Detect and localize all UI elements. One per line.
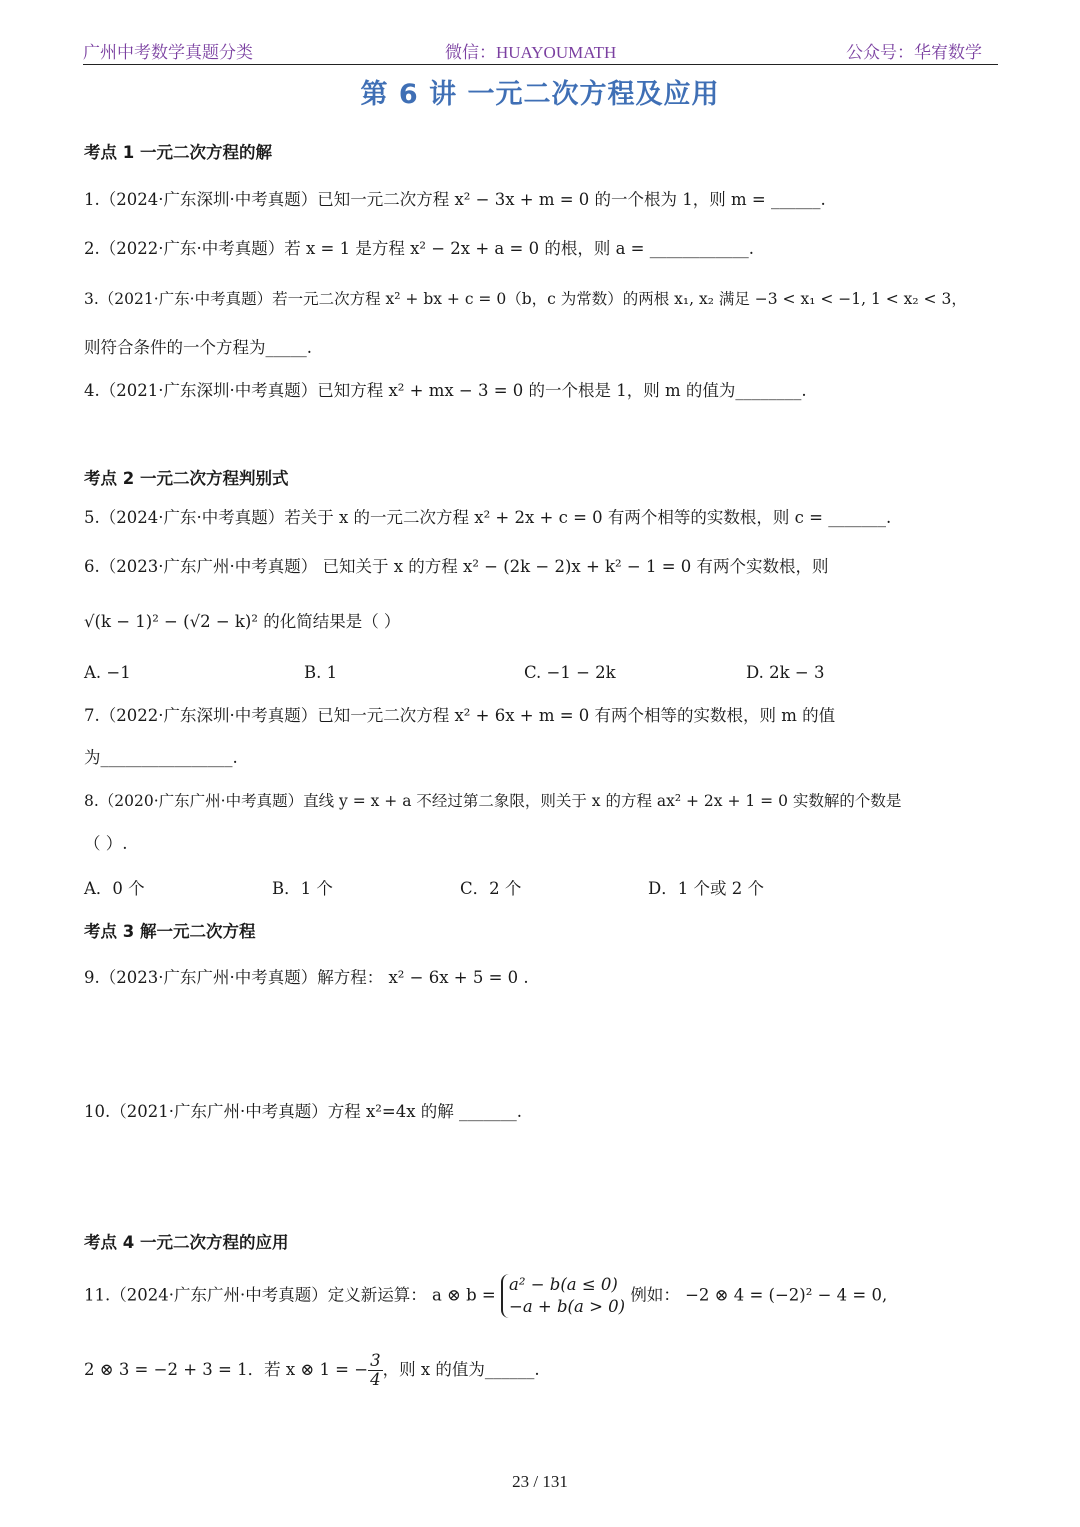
question-3-line2: 则符合条件的一个方程为_____.	[84, 338, 312, 357]
fraction-denominator: 4	[370, 1370, 381, 1389]
section-heading-3: 考点 3 解一元二次方程	[84, 922, 256, 941]
question-4: 4.（2021·广东深圳·中考真题）已知方程 x² + mx − 3 = 0 的一个根是 1，则 m 的值为________.	[84, 381, 807, 400]
question-8-option-c: C．2 个	[460, 879, 522, 898]
header-divider	[83, 64, 998, 65]
question-3-line1: 3.（2021·广东·中考真题）若一元二次方程 x² + bx + c = 0（b，c 为常数）的两根 x₁, x₂ 满足 −3 < x₁ < −1, 1 < x₂ < 3，	[84, 290, 967, 308]
question-9: 9.（2023·广东广州·中考真题）解方程： x² − 6x + 5 = 0 .	[84, 968, 529, 987]
question-7-line1: 7.（2022·广东深圳·中考真题）已知一元二次方程 x² + 6x + m = 0 有两个相等的实数根，则 m 的值	[84, 706, 836, 725]
question-11-line2-suffix: ，则 x 的值为______.	[382, 1360, 540, 1379]
piecewise-definition	[501, 1274, 625, 1318]
question-8-option-d: D．1 个或 2 个	[648, 879, 764, 898]
question-8-option-a: A．0 个	[84, 879, 145, 898]
header-center: 微信：HUAYOUMATH	[445, 43, 617, 62]
question-5: 5.（2024·广东·中考真题）若关于 x 的一元二次方程 x² + 2x + c = 0 有两个相等的实数根，则 c = _______.	[84, 508, 892, 527]
question-11-line2-prefix: 2 ⊗ 3 = −2 + 3 = 1．若 x ⊗ 1 = −	[84, 1360, 369, 1379]
question-6-line1: 6.（2023·广东广州·中考真题） 已知关于 x 的方程 x² − (2k − 2)x + k² − 1 = 0 有两个实数根，则	[84, 557, 829, 576]
page-title: 第 6 讲 一元二次方程及应用	[360, 79, 720, 110]
question-6-option-b: B. 1	[304, 663, 338, 682]
question-8-line1: 8.（2020·广东广州·中考真题）直线 y = x + a 不经过第二象限，则关于 x 的方程 ax² + 2x + 1 = 0 实数解的个数是	[84, 792, 902, 810]
question-11-line2	[84, 1352, 996, 1389]
header-right: 公众号：华宥数学	[846, 43, 982, 63]
question-7-line2: 为________________.	[84, 748, 238, 767]
fraction-three-quarters	[368, 1352, 383, 1389]
question-8-line2: （ ）.	[84, 834, 128, 853]
section-heading-1: 考点 1 一元二次方程的解	[84, 143, 272, 162]
piecewise-case-1: a² − b(a ≤ 0)	[509, 1275, 618, 1294]
question-6-line2: √(k − 1)² − (√2 − k)² 的化简结果是（ ）	[84, 612, 401, 631]
question-10: 10.（2021·广东广州·中考真题）方程 x²=4x 的解 _______.	[84, 1102, 522, 1121]
question-6-option-c: C. −1 − 2k	[524, 663, 616, 682]
question-2: 2.（2022·广东·中考真题）若 x = 1 是方程 x² − 2x + a = 0 的根，则 a = ____________.	[84, 239, 754, 258]
question-11-line1	[84, 1274, 996, 1318]
page-number: 23 / 131	[512, 1472, 568, 1491]
question-11-prefix: 11.（2024·广东广州·中考真题）定义新运算： a ⊗ b =	[84, 1285, 496, 1305]
question-1: 1.（2024·广东深圳·中考真题）已知一元二次方程 x² − 3x + m = 0 的一个根为 1，则 m = ______.	[84, 190, 826, 209]
question-8-option-b: B．1 个	[272, 879, 333, 898]
piecewise-case-2: −a + b(a > 0)	[509, 1297, 626, 1316]
question-6-option-d: D. 2k − 3	[746, 663, 825, 682]
fraction-numerator: 3	[370, 1351, 381, 1370]
section-heading-4: 考点 4 一元二次方程的应用	[84, 1233, 289, 1252]
question-6-option-a: A. −1	[84, 663, 131, 682]
header-left: 广州中考数学真题分类	[83, 43, 253, 63]
section-heading-2: 考点 2 一元二次方程判别式	[84, 469, 289, 488]
question-11-example: 例如： −2 ⊗ 4 = (−2)² − 4 = 0,	[630, 1285, 888, 1305]
